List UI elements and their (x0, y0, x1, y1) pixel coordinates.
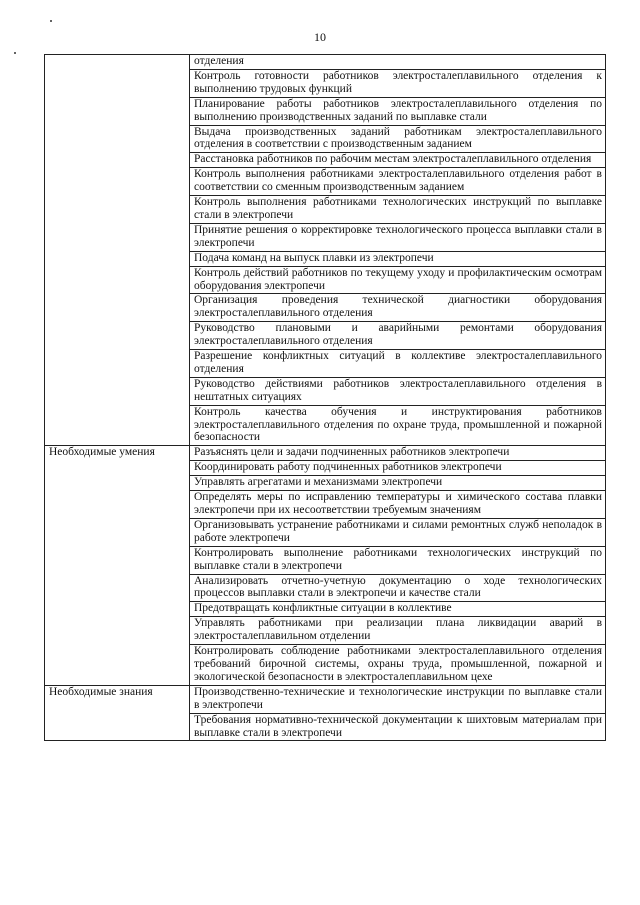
table-cell: Координировать работу подчиненных работников электропечи (190, 461, 606, 476)
table-cell: Организация проведения технической диагностики оборудования электросталеплавильного отделения (190, 294, 606, 322)
table-cell: Анализировать отчетно-учетную документацию о ходе технологических процессов выплавки стали в электропечи и качестве стали (190, 574, 606, 602)
table-cell: Контроль качества обучения и инструктирования работников электросталеплавильного отделения по охране труда, промышленной и пожарной безопасности (190, 405, 606, 446)
table-cell: Контроль выполнения работниками электросталеплавильного отделения работ в соответствии со сменным производственным заданием (190, 168, 606, 196)
table-cell: Контролировать соблюдение работниками электросталеплавильного отделения требований бирочной системы, охраны труда, промышленной, пожарной и экологической безопасности в электросталеплавильном цехе (190, 645, 606, 686)
table-cell: Требования нормативно-технической документации к шихтовым материалам при выплавке стали в электропечи (190, 713, 606, 741)
table-cell: Руководство действиями работников электросталеплавильного отделения в нештатных ситуациях (190, 377, 606, 405)
table-cell: Контроль выполнения работниками технологических инструкций по выплавке стали в электропечи (190, 196, 606, 224)
table-cell: Принятие решения о корректировке технологического процесса выплавки стали в электропечи (190, 223, 606, 251)
table-cell: Управлять агрегатами и механизмами электропечи (190, 476, 606, 491)
table-cell: Расстановка работников по рабочим местам электросталеплавильного отделения (190, 153, 606, 168)
page-number: 10 (314, 30, 326, 44)
table-cell: Контроль готовности работников электросталеплавильного отделения к выполнению трудовых функций (190, 69, 606, 97)
table-cell: Контроль действий работников по текущему уходу и профилактическим осмотрам оборудования электропечи (190, 266, 606, 294)
section-label: Необходимые умения (45, 446, 190, 685)
table-cell: Производственно-технические и технологические инструкции по выплавке стали в электропечи (190, 685, 606, 713)
table-cell: Руководство плановыми и аварийными ремонтами оборудования электросталеплавильного отделения (190, 322, 606, 350)
table-row (45, 685, 606, 713)
table-row (45, 55, 606, 70)
table-cell: Разрешение конфликтных ситуаций в коллективе электросталеплавильного отделения (190, 350, 606, 378)
table-cell: Управлять работниками при реализации плана ликвидации аварий в электросталеплавильном отделении (190, 617, 606, 645)
table-cell: Подача команд на выпуск плавки из электропечи (190, 251, 606, 266)
table-row (45, 446, 606, 461)
section-label: Необходимые знания (45, 685, 190, 741)
table-body (45, 55, 606, 741)
scan-speck (50, 20, 52, 22)
scan-speck (14, 52, 16, 54)
table-cell: Организовывать устранение работниками и силами ремонтных служб неполадок в работе электропечи (190, 518, 606, 546)
requirements-table (44, 54, 606, 741)
table-cell: отделения (190, 55, 606, 70)
table-cell: Разъяснять цели и задачи подчиненных работников электропечи (190, 446, 606, 461)
table-cell: Выдача производственных заданий работникам электросталеплавильного отделения в соответствии с производственным заданием (190, 125, 606, 153)
table-cell: Определять меры по исправлению температуры и химического состава плавки электропечи при их несоответствии требуемым значениям (190, 491, 606, 519)
table-cell: Планирование работы работников электросталеплавильного отделения по выполнению производственных заданий по выплавке стали (190, 97, 606, 125)
table-cell: Контролировать выполнение работниками технологических инструкций по выплавке стали в электропечи (190, 546, 606, 574)
section-label (45, 55, 190, 446)
table-cell: Предотвращать конфликтные ситуации в коллективе (190, 602, 606, 617)
